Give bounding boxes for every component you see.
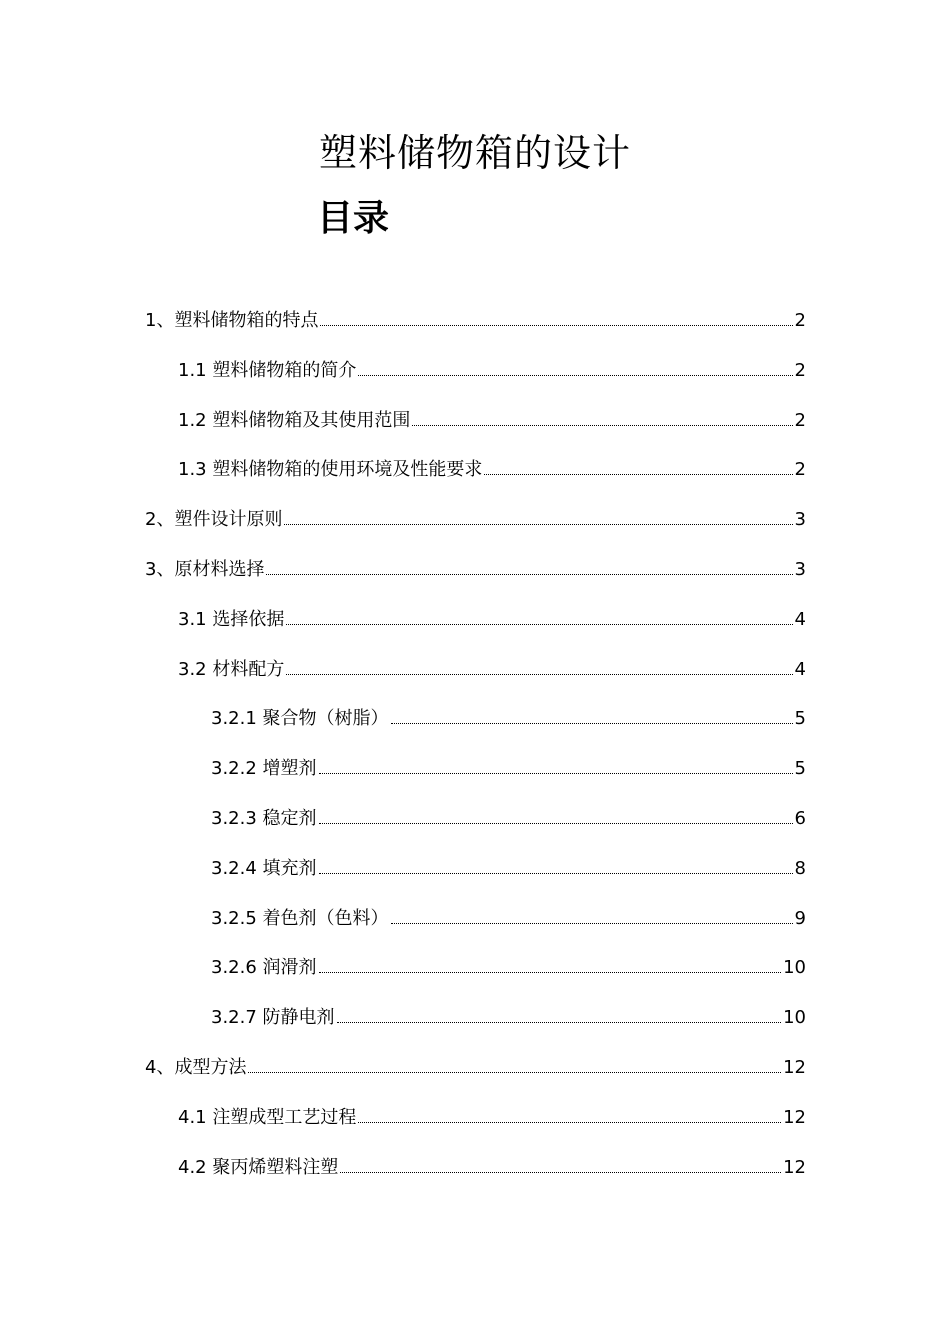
toc-entry[interactable] <box>178 1153 806 1183</box>
toc-entry-label: 3.2.1 聚合物（树脂） <box>211 708 389 730</box>
toc-entry[interactable] <box>211 804 806 834</box>
toc-entry-page: 4 <box>794 608 806 630</box>
toc-entry-page: 8 <box>794 857 806 879</box>
toc-entry-label: 3.2.5 着色剂（色料） <box>211 907 389 929</box>
toc-entry-page: 2 <box>794 359 806 381</box>
toc-entry-label: 4.2 聚丙烯塑料注塑 <box>178 1156 339 1178</box>
toc-entry[interactable] <box>178 356 806 386</box>
toc-entry-page: 12 <box>783 1106 806 1128</box>
toc-leader-dots <box>340 1172 781 1173</box>
toc-entry-page: 2 <box>794 459 806 481</box>
toc-entry[interactable] <box>178 1103 806 1133</box>
toc-leader-dots <box>319 972 782 973</box>
toc-entry-label: 1.3 塑料储物箱的使用环境及性能要求 <box>178 459 483 481</box>
toc-entry-page: 10 <box>783 957 806 979</box>
toc-heading: 目录 <box>317 198 390 239</box>
toc-leader-dots <box>286 674 792 675</box>
toc-entry-page: 2 <box>794 310 806 331</box>
toc-entry[interactable] <box>211 953 806 983</box>
toc-entry[interactable] <box>211 1003 806 1033</box>
toc-entry[interactable] <box>211 854 806 884</box>
toc-leader-dots <box>484 474 792 475</box>
toc-leader-dots <box>248 1072 781 1073</box>
toc-entry[interactable] <box>178 655 806 685</box>
toc-entry-label: 3.2 材料配方 <box>178 658 285 680</box>
toc-leader-dots <box>286 624 792 625</box>
toc-entry-label: 3.2.3 稳定剂 <box>211 808 317 829</box>
toc-entry-label: 3.2.4 填充剂 <box>211 857 317 879</box>
toc-entry[interactable] <box>145 306 806 336</box>
toc-entry-label: 3、原材料选择 <box>145 559 265 580</box>
toc-entry-page: 12 <box>783 1156 806 1178</box>
toc-leader-dots <box>266 574 792 575</box>
toc-leader-dots <box>358 375 792 376</box>
toc-entry-page: 4 <box>794 658 806 680</box>
toc-entry-label: 1.2 塑料储物箱及其使用范围 <box>178 409 411 431</box>
toc-entry-page: 5 <box>794 758 806 780</box>
toc-entry-label: 4.1 注塑成型工艺过程 <box>178 1106 357 1128</box>
toc-entry[interactable] <box>178 406 806 436</box>
toc-entry-label: 3.2.6 润滑剂 <box>211 957 317 979</box>
toc-entry[interactable] <box>145 505 806 535</box>
toc-entry-page: 6 <box>794 808 806 829</box>
toc-leader-dots <box>391 723 793 724</box>
toc-leader-dots <box>337 1022 782 1023</box>
toc-entry-label: 3.1 选择依据 <box>178 608 285 630</box>
toc-entry[interactable] <box>145 1053 806 1083</box>
toc-leader-dots <box>358 1122 781 1123</box>
toc-entry[interactable] <box>178 605 806 635</box>
toc-leader-dots <box>412 425 792 426</box>
document-title: 塑料储物箱的设计 <box>318 131 631 175</box>
toc-entry-label: 4、成型方法 <box>145 1057 247 1078</box>
toc-leader-dots <box>284 524 792 525</box>
toc-entry-page: 5 <box>794 708 806 730</box>
toc-entry-label: 3.2.2 增塑剂 <box>211 758 317 780</box>
toc-entry[interactable] <box>211 904 806 934</box>
toc-entry-page: 12 <box>783 1057 806 1078</box>
toc-leader-dots <box>319 773 793 774</box>
toc-entry-page: 10 <box>783 1007 806 1029</box>
toc-entry-page: 3 <box>794 509 806 531</box>
toc-entry-label: 1、塑料储物箱的特点 <box>145 310 319 331</box>
toc-entry-label: 2、塑件设计原则 <box>145 509 283 531</box>
toc-leader-dots <box>319 873 793 874</box>
toc-entry-label: 3.2.7 防静电剂 <box>211 1007 335 1029</box>
toc-entry-page: 2 <box>794 409 806 431</box>
toc-entry-label: 1.1 塑料储物箱的简介 <box>178 359 357 381</box>
toc-entry-page: 3 <box>794 559 806 580</box>
toc-entry-page: 9 <box>794 907 806 929</box>
toc-entry[interactable] <box>211 704 806 734</box>
toc-entry[interactable] <box>211 754 806 784</box>
toc-entry[interactable] <box>145 555 806 585</box>
toc-leader-dots <box>319 823 793 824</box>
toc-entry[interactable] <box>178 455 806 485</box>
toc-leader-dots <box>320 325 792 326</box>
toc-leader-dots <box>391 923 793 924</box>
